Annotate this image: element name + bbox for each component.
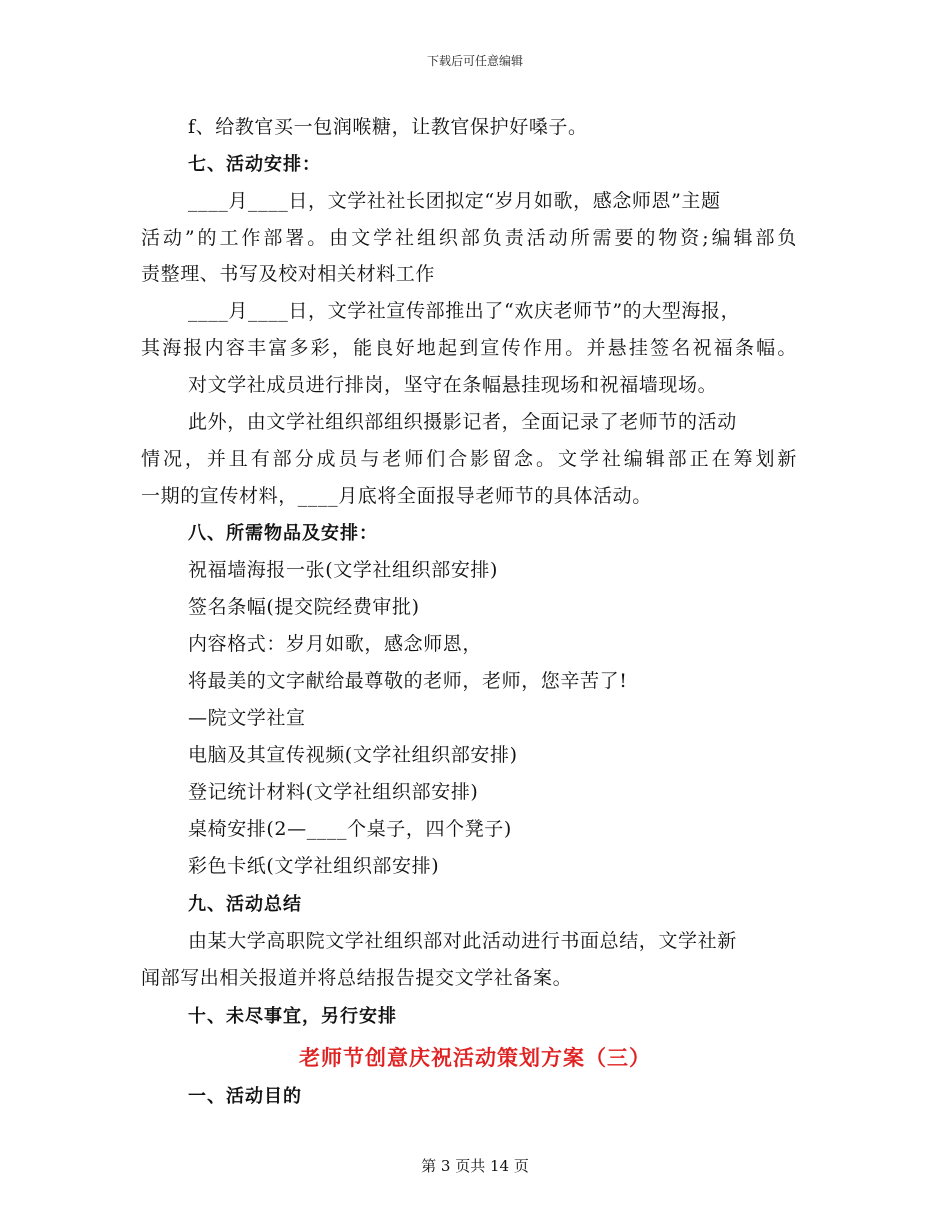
paragraph-line: 闻部写出相关报道并将总结报告提交文学社备案。 [141, 967, 573, 989]
list-item: 签名条幅(提交院经费审批) [188, 596, 420, 618]
section-heading-7: 七、活动安排： [188, 154, 321, 175]
section-heading-10: 十、未尽事宜，另行安排 [188, 1006, 397, 1027]
list-item: 电脑及其宣传视频(文学社组织部安排) [188, 744, 518, 766]
page-footer: 第 3 页共 14 页 [421, 1157, 529, 1175]
paragraph-line: 情况，并且有部分成员与老师们合影留念。文学社编辑部正在筹划新 [141, 448, 797, 470]
paragraph-line: 一期的宣传材料，____月底将全面报导老师节的具体活动。 [141, 485, 652, 507]
list-item: 桌椅安排(2—____个桌子，四个凳子) [188, 818, 512, 840]
list-item: —院文学社宣 [188, 707, 306, 729]
list-item: 登记统计材料(文学社组织部安排) [188, 781, 479, 803]
list-item: 祝福墙海报一张(文学社组织部安排) [188, 559, 499, 581]
paragraph-line: ____月____日，文学社宣传部推出了“欢庆老师节”的大型海报， [188, 300, 741, 322]
paragraph-line: 对文学社成员进行排岗，坚守在条幅悬挂现场和祝福墙现场。 [188, 374, 718, 396]
list-item: 将最美的文字献给最尊敬的老师，老师，您辛苦了! [188, 670, 628, 692]
paragraph-line: 由某大学高职院文学社组织部对此活动进行书面总结，文学社新 [188, 930, 737, 952]
list-item: 彩色卡纸(文学社组织部安排) [188, 855, 440, 877]
list-item: 内容格式：岁月如歌，感念师恩， [188, 633, 483, 655]
paragraph-line: 责整理、书写及校对相关材料工作 [141, 263, 436, 285]
section-heading-1: 一、活动目的 [188, 1086, 302, 1107]
section-heading-9: 九、活动总结 [188, 894, 302, 915]
paragraph-line: f、给教官买一包润喉糖，让教官保护好嗓子。 [188, 116, 588, 138]
section-heading-8: 八、所需物品及安排： [188, 523, 378, 544]
paragraph-line: ____月____日，文学社社长团拟定“岁月如歌，感念师恩”主题 [188, 190, 721, 212]
paragraph-line: 活动”的工作部署。由文学社组织部负责活动所需要的物资;编辑部负 [141, 227, 797, 249]
paragraph-line: 其海报内容丰富多彩，能良好地起到宣传作用。并悬挂签名祝福条幅。 [141, 337, 797, 359]
page-header: 下载后可任意编辑 [426, 54, 523, 68]
paragraph-line: 此外，由文学社组织部组织摄影记者，全面记录了老师节的活动 [188, 411, 737, 433]
document-section-title: 老师节创意庆祝活动策划方案（三） [299, 1046, 651, 1070]
